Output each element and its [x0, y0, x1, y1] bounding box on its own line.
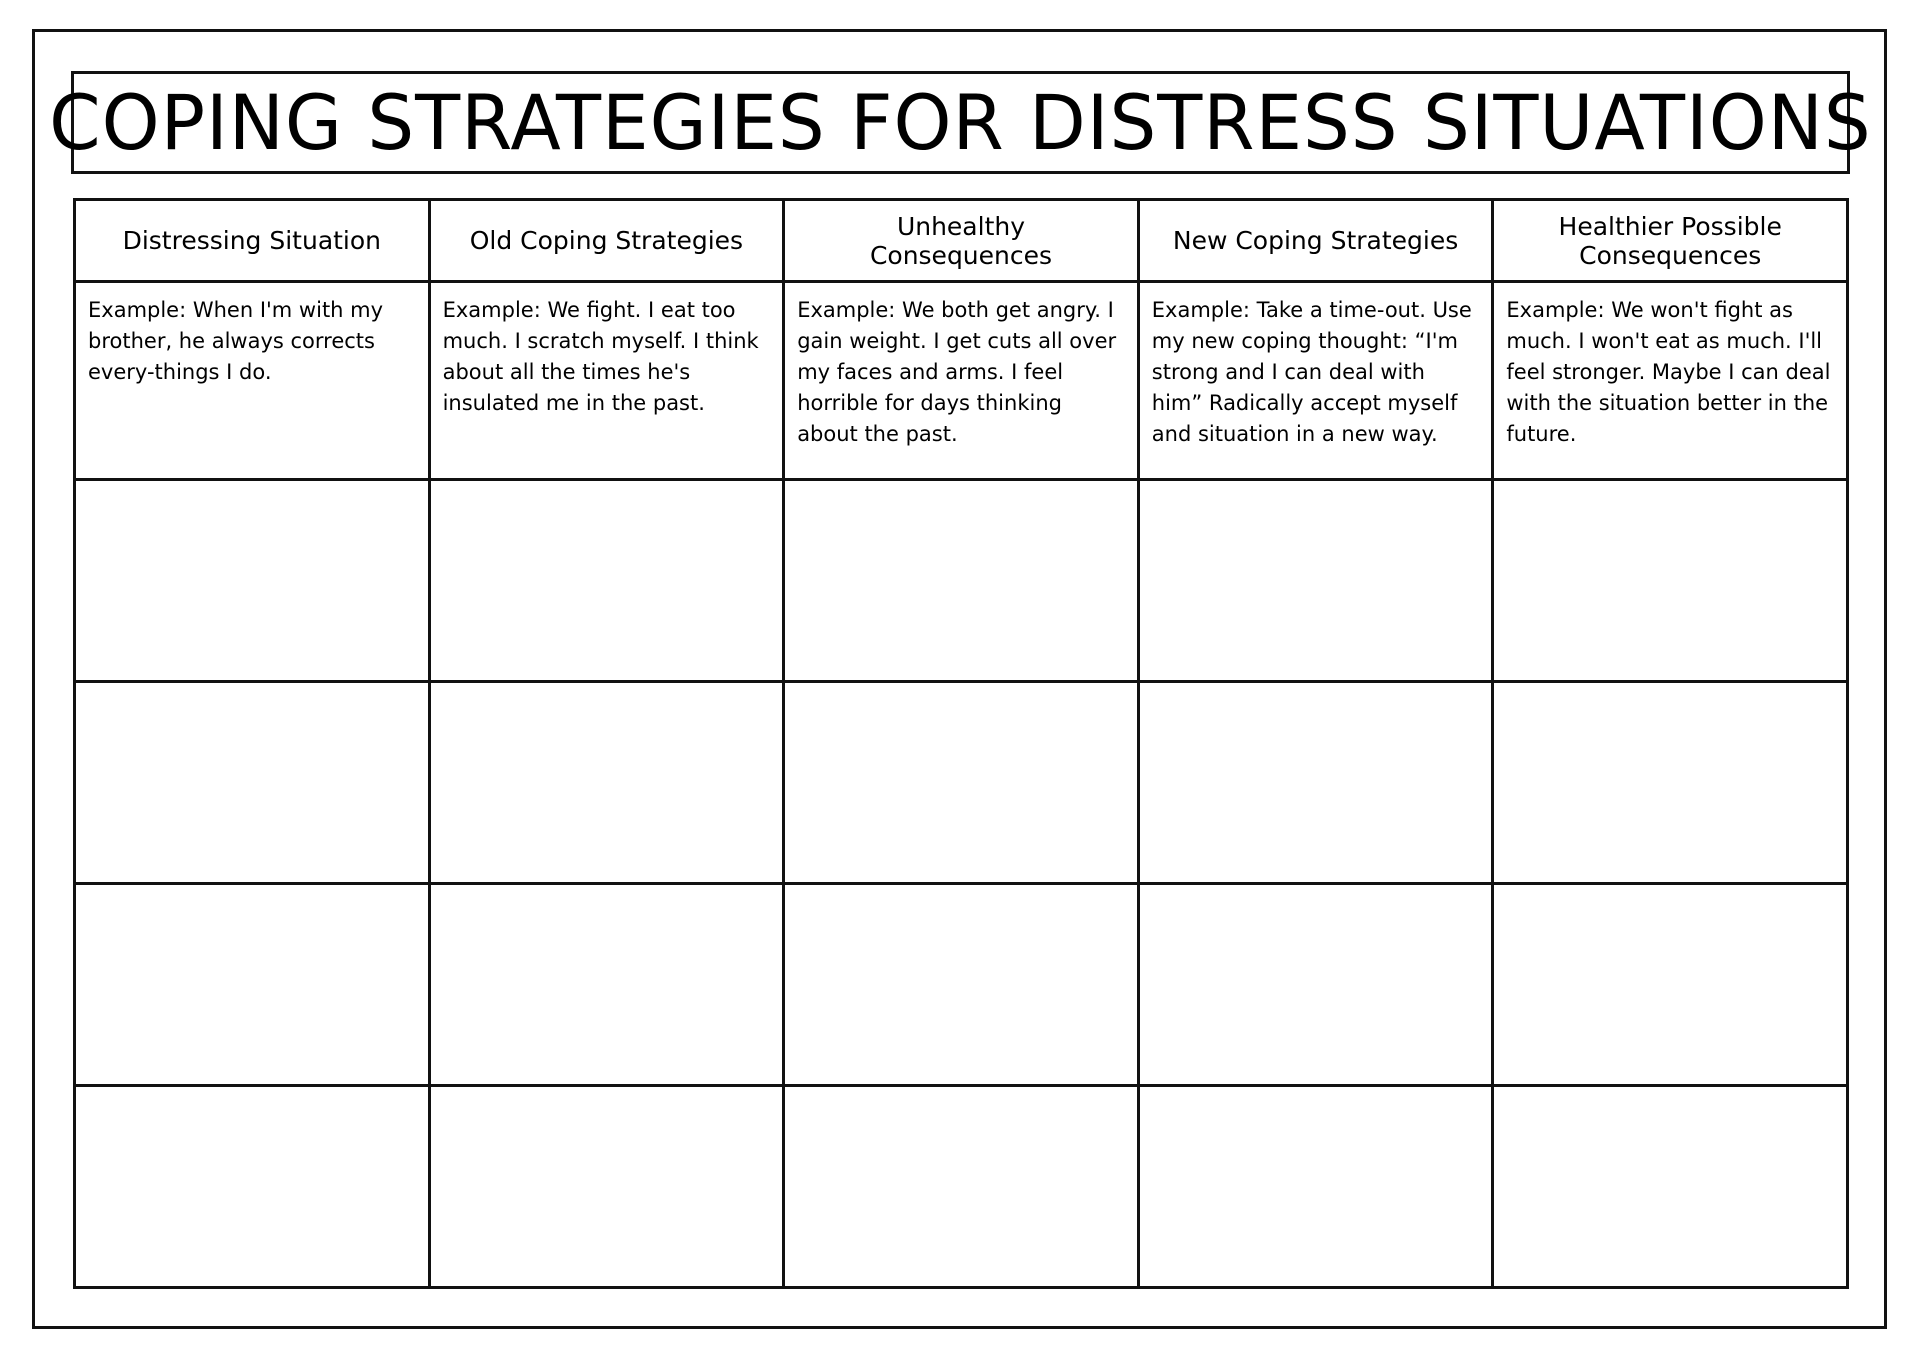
blank-cell-distressing-situation[interactable] — [75, 1086, 430, 1288]
example-row — [75, 282, 1848, 480]
column-header-old-coping-strategies: Old Coping Strategies — [429, 200, 784, 282]
blank-cell-new-coping-strategies[interactable] — [1138, 1086, 1493, 1288]
blank-row-2 — [75, 682, 1848, 884]
blank-cell-old-coping-strategies[interactable] — [429, 682, 784, 884]
blank-cell-distressing-situation[interactable] — [75, 884, 430, 1086]
column-header-new-coping-strategies: New Coping Strategies — [1138, 200, 1493, 282]
blank-row-3 — [75, 884, 1848, 1086]
blank-cell-healthier-possible-consequences[interactable] — [1493, 884, 1848, 1086]
blank-cell-new-coping-strategies[interactable] — [1138, 682, 1493, 884]
blank-cell-unhealthy-consequences[interactable] — [784, 682, 1139, 884]
blank-cell-unhealthy-consequences[interactable] — [784, 884, 1139, 1086]
column-header-distressing-situation: Distressing Situation — [75, 200, 430, 282]
blank-cell-healthier-possible-consequences[interactable] — [1493, 682, 1848, 884]
example-unhealthy-consequences: Example: We both get angry. I gain weight. I get cuts all over my faces and arms. I feel horrible for days thinking about the past. — [784, 282, 1139, 480]
blank-cell-new-coping-strategies[interactable] — [1138, 480, 1493, 682]
column-header-unhealthy-consequences: Unhealthy Consequences — [784, 200, 1139, 282]
blank-cell-old-coping-strategies[interactable] — [429, 884, 784, 1086]
blank-row-1 — [75, 480, 1848, 682]
blank-cell-old-coping-strategies[interactable] — [429, 480, 784, 682]
blank-cell-distressing-situation[interactable] — [75, 682, 430, 884]
header-row — [75, 200, 1848, 282]
blank-row-4 — [75, 1086, 1848, 1288]
example-healthier-possible-consequences: Example: We won't fight as much. I won't eat as much. I'll feel stronger. Maybe I can deal with the situation better in the future. — [1493, 282, 1848, 480]
blank-cell-unhealthy-consequences[interactable] — [784, 480, 1139, 682]
title-box — [49, 71, 1872, 174]
example-distressing-situation: Example: When I'm with my brother, he always corrects every-things I do. — [75, 282, 430, 480]
column-header-healthier-possible-consequences: Healthier Possible Consequences — [1493, 200, 1848, 282]
blank-cell-healthier-possible-consequences[interactable] — [1493, 1086, 1848, 1288]
example-new-coping-strategies: Example: Take a time-out. Use my new coping thought: “I'm strong and I can deal with him” Radically accept myself and situation in a new way. — [1138, 282, 1493, 480]
example-old-coping-strategies: Example: We fight. I eat too much. I scratch myself. I think about all the times he's insulated me in the past. — [429, 282, 784, 480]
blank-cell-distressing-situation[interactable] — [75, 480, 430, 682]
coping-strategies-table — [73, 198, 1849, 1289]
worksheet-title: COPING STRATEGIES FOR DISTRESS SITUATIONS — [49, 77, 1872, 167]
blank-cell-unhealthy-consequences[interactable] — [784, 1086, 1139, 1288]
blank-cell-new-coping-strategies[interactable] — [1138, 884, 1493, 1086]
blank-cell-old-coping-strategies[interactable] — [429, 1086, 784, 1288]
blank-cell-healthier-possible-consequences[interactable] — [1493, 480, 1848, 682]
